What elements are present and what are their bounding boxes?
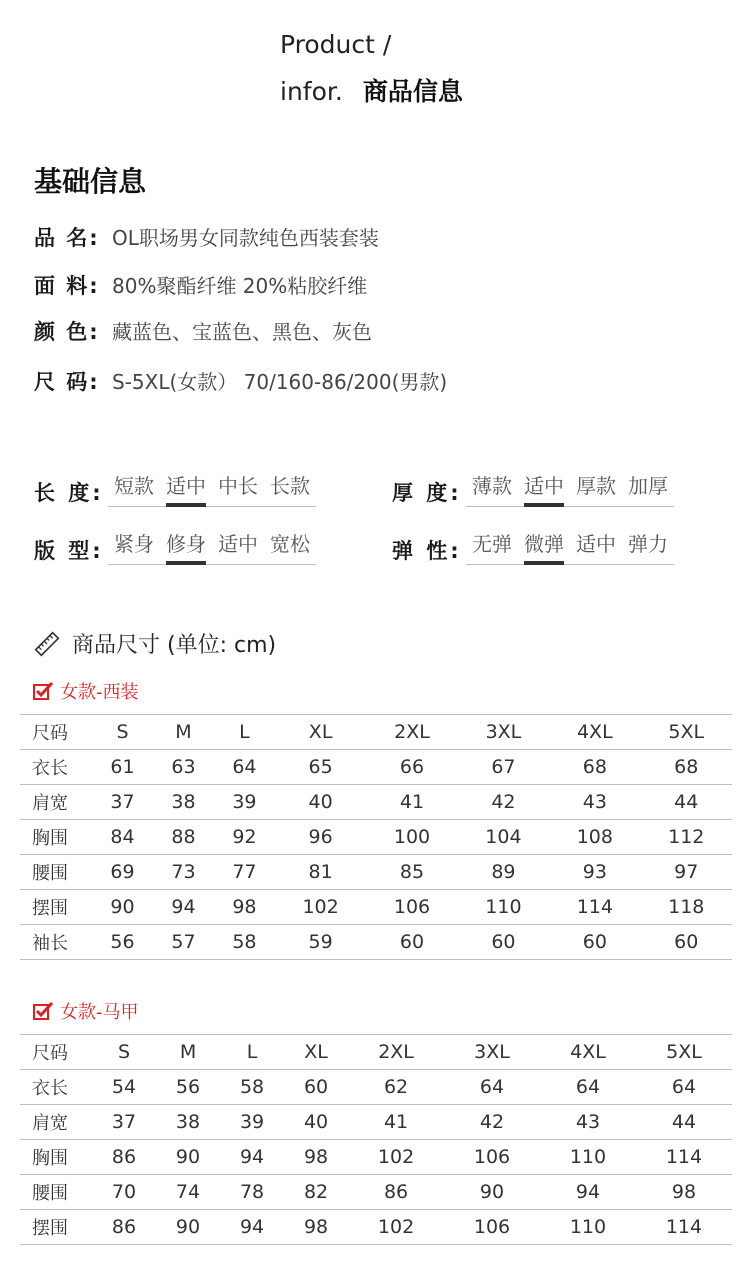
table-cell: 114 bbox=[636, 1140, 732, 1175]
header-cn-title bbox=[363, 72, 463, 108]
table-cell: 98 bbox=[284, 1210, 348, 1245]
table-cell: 90 bbox=[92, 890, 153, 925]
info-label: 尺 码: bbox=[34, 370, 100, 394]
size-table-suit bbox=[20, 714, 732, 960]
table-cell: 94 bbox=[220, 1140, 284, 1175]
table-cell: 67 bbox=[458, 750, 549, 785]
table-cell: 112 bbox=[641, 820, 732, 855]
info-value: S-5XL(女款） 70/160-86/200(男款) bbox=[112, 370, 448, 394]
table-cell: 60 bbox=[366, 925, 457, 960]
row-label-cell: 袖长 bbox=[20, 925, 92, 960]
table-cell: 69 bbox=[92, 855, 153, 890]
table-cell: 110 bbox=[540, 1210, 636, 1245]
table-cell: M bbox=[156, 1035, 220, 1070]
info-row-size bbox=[34, 366, 447, 396]
row-label-cell: 胸围 bbox=[20, 820, 92, 855]
attr-option: 无弹 bbox=[472, 532, 512, 556]
info-row-fabric bbox=[34, 270, 367, 300]
row-label-cell: 衣长 bbox=[20, 1070, 92, 1105]
table-cell: 102 bbox=[348, 1210, 444, 1245]
attr-option: 弹力 bbox=[628, 532, 668, 556]
table-cell: 90 bbox=[156, 1210, 220, 1245]
table-row bbox=[20, 855, 732, 890]
attr-option: 适中 bbox=[218, 532, 258, 556]
row-label-cell: 肩宽 bbox=[20, 1105, 92, 1140]
table-cell: XL bbox=[275, 715, 366, 750]
row-label-cell: 摆围 bbox=[20, 890, 92, 925]
info-value: 80%聚酯纤维 20%粘胶纤维 bbox=[112, 274, 368, 298]
checkbox-icon bbox=[32, 680, 54, 702]
table-cell: 98 bbox=[284, 1140, 348, 1175]
table-cell: 106 bbox=[366, 890, 457, 925]
table-cell: 60 bbox=[458, 925, 549, 960]
attr-option-selected: 微弹 bbox=[524, 528, 564, 561]
table-cell: 102 bbox=[275, 890, 366, 925]
attr-option: 薄款 bbox=[472, 474, 512, 498]
table-cell: 96 bbox=[275, 820, 366, 855]
row-label-cell: 尺码 bbox=[20, 715, 92, 750]
table-row bbox=[20, 820, 732, 855]
table2-title-text: 女款-马甲 bbox=[60, 1002, 139, 1023]
attr-option: 短款 bbox=[114, 474, 154, 498]
info-row-color bbox=[34, 316, 372, 346]
table-cell: 58 bbox=[220, 1070, 284, 1105]
table-cell: 106 bbox=[444, 1140, 540, 1175]
table-cell: 64 bbox=[444, 1070, 540, 1105]
table-header-row bbox=[20, 1035, 732, 1070]
attr-elasticity bbox=[392, 528, 674, 565]
attr-label: 弹 性: bbox=[392, 539, 462, 563]
table-cell: 104 bbox=[458, 820, 549, 855]
table-cell: 73 bbox=[153, 855, 214, 890]
table-cell: 39 bbox=[214, 785, 275, 820]
table-cell: 92 bbox=[214, 820, 275, 855]
table-row bbox=[20, 925, 732, 960]
table-cell: 98 bbox=[214, 890, 275, 925]
table-row bbox=[20, 785, 732, 820]
attr-label: 厚 度: bbox=[392, 481, 462, 505]
header-en-line2: infor. bbox=[280, 77, 343, 106]
table-cell: 43 bbox=[549, 785, 640, 820]
table-cell: 98 bbox=[636, 1175, 732, 1210]
info-row-name bbox=[34, 222, 379, 252]
table-cell: 56 bbox=[92, 925, 153, 960]
table-cell: M bbox=[153, 715, 214, 750]
table-cell: 90 bbox=[156, 1140, 220, 1175]
table-cell: 60 bbox=[284, 1070, 348, 1105]
table-cell: 41 bbox=[366, 785, 457, 820]
table-cell: 86 bbox=[92, 1210, 156, 1245]
table-row bbox=[20, 750, 732, 785]
table-header-row bbox=[20, 715, 732, 750]
table-cell: 81 bbox=[275, 855, 366, 890]
table-cell: 64 bbox=[636, 1070, 732, 1105]
header-cn-text: 商品信息 bbox=[362, 77, 463, 106]
table-cell: 93 bbox=[549, 855, 640, 890]
attr-option: 加厚 bbox=[628, 474, 668, 498]
attr-option: 宽松 bbox=[270, 532, 310, 556]
table-cell: 41 bbox=[348, 1105, 444, 1140]
table-cell: 114 bbox=[549, 890, 640, 925]
attr-options bbox=[108, 528, 316, 565]
row-label-cell: 胸围 bbox=[20, 1140, 92, 1175]
size-section-text: 商品尺寸 (单位: cm) bbox=[72, 633, 277, 658]
row-label-cell: 尺码 bbox=[20, 1035, 92, 1070]
table-cell: 54 bbox=[92, 1070, 156, 1105]
attr-option-selected: 适中 bbox=[524, 470, 564, 503]
table-cell: 65 bbox=[275, 750, 366, 785]
table-cell: 60 bbox=[549, 925, 640, 960]
table-cell: 61 bbox=[92, 750, 153, 785]
table-cell: 78 bbox=[220, 1175, 284, 1210]
table-cell: L bbox=[214, 715, 275, 750]
row-label-cell: 衣长 bbox=[20, 750, 92, 785]
table-cell: 57 bbox=[153, 925, 214, 960]
table-cell: 102 bbox=[348, 1140, 444, 1175]
table-row bbox=[20, 1210, 732, 1245]
table-cell: 88 bbox=[153, 820, 214, 855]
table-cell: 94 bbox=[220, 1210, 284, 1245]
info-value: 藏蓝色、宝蓝色、黑色、灰色 bbox=[112, 320, 372, 344]
attr-options bbox=[466, 470, 674, 507]
table-cell: 63 bbox=[153, 750, 214, 785]
table-cell: 110 bbox=[458, 890, 549, 925]
attr-option: 厚款 bbox=[576, 474, 616, 498]
ruler-icon bbox=[34, 631, 60, 657]
table-cell: 90 bbox=[444, 1175, 540, 1210]
table-cell: 40 bbox=[275, 785, 366, 820]
table-cell: 97 bbox=[641, 855, 732, 890]
table-cell: 2XL bbox=[348, 1035, 444, 1070]
table-row bbox=[20, 1070, 732, 1105]
page-header bbox=[280, 28, 463, 108]
attr-option: 紧身 bbox=[114, 532, 154, 556]
table-cell: 3XL bbox=[444, 1035, 540, 1070]
table-cell: 59 bbox=[275, 925, 366, 960]
table-row bbox=[20, 890, 732, 925]
table-cell: 89 bbox=[458, 855, 549, 890]
table-cell: 118 bbox=[641, 890, 732, 925]
attr-options bbox=[466, 528, 674, 565]
info-label: 品 名: bbox=[34, 226, 100, 250]
header-row2 bbox=[280, 72, 463, 108]
table-cell: 106 bbox=[444, 1210, 540, 1245]
table-cell: 114 bbox=[636, 1210, 732, 1245]
table-cell: 62 bbox=[348, 1070, 444, 1105]
attr-label: 版 型: bbox=[34, 539, 104, 563]
header-en-line1: Product / bbox=[280, 30, 392, 59]
attr-thickness bbox=[392, 470, 674, 507]
table-cell: 100 bbox=[366, 820, 457, 855]
table-cell: 56 bbox=[156, 1070, 220, 1105]
table-cell: 60 bbox=[641, 925, 732, 960]
attr-option: 中长 bbox=[218, 474, 258, 498]
table-cell: 37 bbox=[92, 785, 153, 820]
table-row bbox=[20, 1105, 732, 1140]
table-cell: 42 bbox=[444, 1105, 540, 1140]
table-row bbox=[20, 1175, 732, 1210]
table-cell: 5XL bbox=[636, 1035, 732, 1070]
row-label-cell: 摆围 bbox=[20, 1210, 92, 1245]
table-cell: 2XL bbox=[366, 715, 457, 750]
table1-title bbox=[32, 678, 139, 704]
table-cell: 94 bbox=[540, 1175, 636, 1210]
table-cell: 44 bbox=[636, 1105, 732, 1140]
table-cell: 77 bbox=[214, 855, 275, 890]
table2-title bbox=[32, 998, 139, 1024]
attr-fit bbox=[34, 528, 316, 565]
table-cell: 37 bbox=[92, 1105, 156, 1140]
table-cell: 43 bbox=[540, 1105, 636, 1140]
table-cell: 38 bbox=[153, 785, 214, 820]
table-cell: XL bbox=[284, 1035, 348, 1070]
table-cell: 66 bbox=[366, 750, 457, 785]
table-cell: S bbox=[92, 1035, 156, 1070]
table-cell: 4XL bbox=[549, 715, 640, 750]
attr-options bbox=[108, 470, 316, 507]
table-cell: S bbox=[92, 715, 153, 750]
table-cell: 64 bbox=[214, 750, 275, 785]
table-cell: 68 bbox=[641, 750, 732, 785]
table-cell: 110 bbox=[540, 1140, 636, 1175]
table-cell: 68 bbox=[549, 750, 640, 785]
table-cell: 5XL bbox=[641, 715, 732, 750]
info-label: 颜 色: bbox=[34, 320, 100, 344]
table-cell: 3XL bbox=[458, 715, 549, 750]
table-cell: 58 bbox=[214, 925, 275, 960]
size-section-title bbox=[34, 628, 276, 659]
table-cell: 85 bbox=[366, 855, 457, 890]
table-cell: 70 bbox=[92, 1175, 156, 1210]
table-cell: 44 bbox=[641, 785, 732, 820]
attr-length bbox=[34, 470, 316, 507]
table-cell: 82 bbox=[284, 1175, 348, 1210]
table-cell: 4XL bbox=[540, 1035, 636, 1070]
table-cell: 40 bbox=[284, 1105, 348, 1140]
table-cell: 108 bbox=[549, 820, 640, 855]
table-cell: 39 bbox=[220, 1105, 284, 1140]
attr-option-selected: 修身 bbox=[166, 528, 206, 561]
attr-label: 长 度: bbox=[34, 481, 104, 505]
table1-title-text: 女款-西装 bbox=[60, 682, 139, 703]
info-value: OL职场男女同款纯色西装套装 bbox=[112, 226, 379, 250]
row-label-cell: 腰围 bbox=[20, 855, 92, 890]
attr-option-selected: 适中 bbox=[166, 470, 206, 503]
table-cell: 64 bbox=[540, 1070, 636, 1105]
table-cell: 84 bbox=[92, 820, 153, 855]
attr-option: 适中 bbox=[576, 532, 616, 556]
table-cell: 38 bbox=[156, 1105, 220, 1140]
row-label-cell: 腰围 bbox=[20, 1175, 92, 1210]
table-cell: 94 bbox=[153, 890, 214, 925]
info-label: 面 料: bbox=[34, 274, 100, 298]
row-label-cell: 肩宽 bbox=[20, 785, 92, 820]
table-cell: 86 bbox=[92, 1140, 156, 1175]
table-cell: 74 bbox=[156, 1175, 220, 1210]
table-cell: L bbox=[220, 1035, 284, 1070]
attr-option: 长款 bbox=[270, 474, 310, 498]
table-cell: 86 bbox=[348, 1175, 444, 1210]
table-row bbox=[20, 1140, 732, 1175]
checkbox-icon bbox=[32, 1000, 54, 1022]
size-table-vest bbox=[20, 1034, 732, 1245]
table-cell: 42 bbox=[458, 785, 549, 820]
basic-info-title: 基础信息 bbox=[34, 165, 147, 198]
